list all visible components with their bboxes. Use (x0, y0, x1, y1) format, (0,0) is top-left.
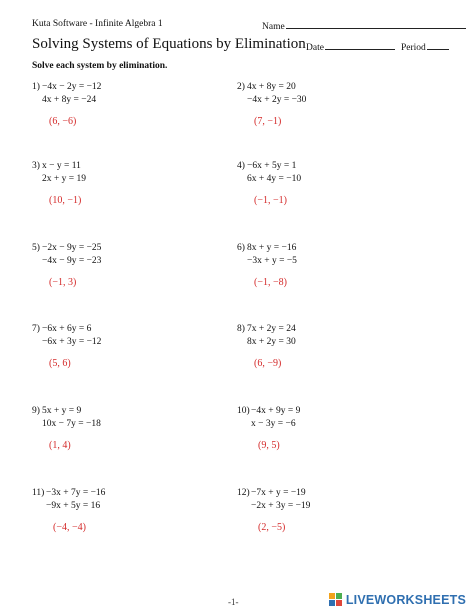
problem-number: 11) (32, 488, 45, 498)
equation-2: x − 3y = −6 (251, 419, 296, 429)
equation-2: 8x + 2y = 30 (247, 337, 296, 347)
equation-1: −7x + y = −19 (251, 488, 306, 498)
equation-1: −4x − 2y = −12 (42, 82, 102, 92)
equation-1: −6x + 5y = 1 (247, 161, 297, 171)
answer: (6, −6) (49, 116, 77, 127)
equation-1: 7x + 2y = 24 (247, 324, 296, 334)
name-line[interactable] (286, 19, 466, 29)
problem-number: 10) (237, 406, 250, 416)
liveworksheets-logo-icon (329, 593, 343, 607)
problem-number: 2) (237, 82, 245, 92)
equation-2: −3x + y = −5 (247, 256, 297, 266)
answer: (−1, −1) (254, 195, 287, 206)
equation-1: x − y = 11 (42, 161, 81, 171)
equation-2: 4x + 8y = −24 (42, 95, 97, 105)
equation-1: −6x + 6y = 6 (42, 324, 92, 334)
answer: (2, −5) (258, 522, 286, 533)
equation-2: −4x − 9y = −23 (42, 256, 102, 266)
problem-number: 6) (237, 243, 245, 253)
date-label: Date (306, 43, 324, 53)
problem-number: 9) (32, 406, 40, 416)
equation-1: 4x + 8y = 20 (247, 82, 296, 92)
equation-2: 6x + 4y = −10 (247, 174, 302, 184)
answer: (6, −9) (254, 358, 282, 369)
equation-2: −2x + 3y = −19 (251, 501, 311, 511)
period-line[interactable] (427, 40, 449, 50)
worksheet-title: Solving Systems of Equations by Elimination (32, 36, 306, 52)
name-label: Name (262, 22, 285, 32)
problem-number: 1) (32, 82, 40, 92)
problem-number: 12) (237, 488, 250, 498)
equation-1: 5x + y = 9 (42, 406, 82, 416)
name-field[interactable] (262, 19, 466, 32)
answer: (10, −1) (49, 195, 82, 206)
answer: (1, 4) (49, 440, 71, 451)
liveworksheets-watermark[interactable] (329, 591, 466, 609)
period-label: Period (400, 43, 426, 53)
instructions: Solve each system by elimination. (32, 61, 168, 71)
equation-2: −4x + 2y = −30 (247, 95, 307, 105)
date-line[interactable] (325, 40, 395, 50)
date-period-fields (306, 40, 449, 53)
problem-number: 4) (237, 161, 245, 171)
equation-2: −6x + 3y = −12 (42, 337, 102, 347)
answer: (−4, −4) (53, 522, 86, 533)
equation-2: −9x + 5y = 16 (46, 501, 101, 511)
equation-2: 2x + y = 19 (42, 174, 86, 184)
equation-1: 8x + y = −16 (247, 243, 297, 253)
answer: (9, 5) (258, 440, 280, 451)
equation-1: −2x − 9y = −25 (42, 243, 102, 253)
problem-number: 5) (32, 243, 40, 253)
problem-number: 7) (32, 324, 40, 334)
answer: (5, 6) (49, 358, 71, 369)
answer: (−1, 3) (49, 277, 77, 288)
software-credit: Kuta Software - Infinite Algebra 1 (32, 19, 163, 29)
problem-number: 8) (237, 324, 245, 334)
page-number: -1- (228, 597, 239, 607)
problem-number: 3) (32, 161, 40, 171)
answer: (−1, −8) (254, 277, 287, 288)
equation-1: −4x + 9y = 9 (251, 406, 301, 416)
equation-1: −3x + 7y = −16 (46, 488, 106, 498)
watermark-text: LIVEWORKSHEETS (345, 593, 466, 607)
answer: (7, −1) (254, 116, 282, 127)
equation-2: 10x − 7y = −18 (42, 419, 101, 429)
